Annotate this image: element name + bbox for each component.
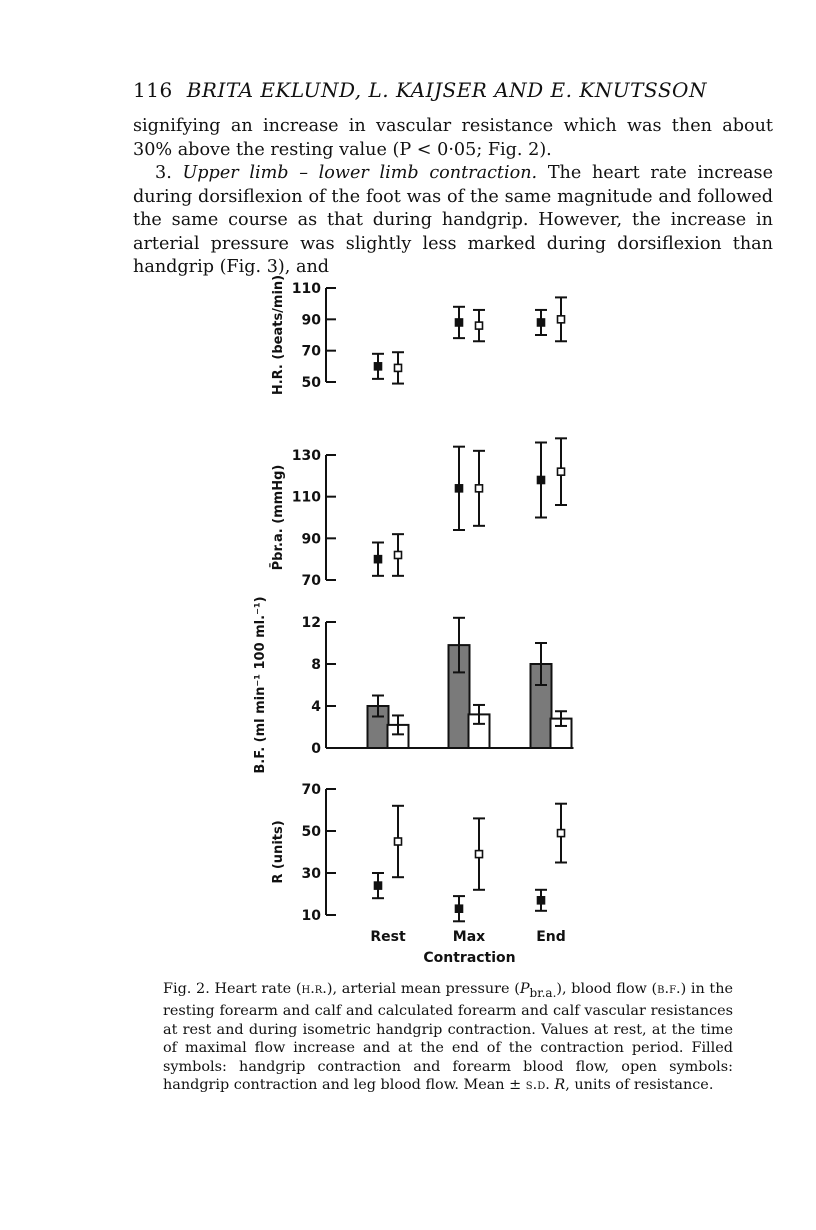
section-title: Upper limb – lower limb contraction.: [182, 163, 538, 183]
y-axis-label: P̄br.a. (mmHg): [271, 464, 286, 571]
y-tick-label: 12: [301, 615, 321, 631]
y-tick-label: 70: [301, 573, 321, 589]
point-filled: [375, 882, 382, 889]
point-filled: [456, 485, 463, 492]
y-tick-label: 90: [301, 312, 321, 329]
figure-2: [0, 275, 816, 975]
point-open: [395, 838, 402, 845]
paragraph-2-text: The heart rate increase during dorsiflexion of the foot was of the same magnitude and followed the same course as that during handgrip. However, the increase in arterial pressure was slightly less marked during dorsiflexion than handgrip (Fig. 3), and: [133, 163, 773, 277]
y-axis-label: H.R. (beats/min): [271, 275, 286, 396]
y-tick-label: 10: [301, 908, 321, 924]
paragraph-2: [133, 162, 773, 280]
y-tick-label: 70: [301, 343, 321, 360]
y-axis-label: R (units): [271, 820, 286, 884]
point-filled: [538, 897, 545, 904]
page-number: 116: [133, 78, 173, 102]
point-open: [558, 468, 565, 475]
x-tick-label: Rest: [370, 929, 406, 945]
point-open: [476, 485, 483, 492]
y-tick-label: 50: [301, 375, 321, 391]
point-open: [395, 364, 402, 371]
point-filled: [456, 905, 463, 912]
body-text: [133, 115, 773, 280]
y-tick-label: 130: [291, 448, 321, 464]
y-tick-label: 110: [291, 489, 321, 506]
point-filled: [375, 363, 382, 370]
point-filled: [538, 477, 545, 484]
point-open: [558, 316, 565, 323]
y-tick-label: 90: [301, 531, 321, 548]
y-axis-label: B.F. (ml min⁻¹ 100 ml.⁻¹): [253, 596, 268, 774]
paragraph-1: signifying an increase in vascular resistance which was then about 30% above the resting value (P < 0·05; Fig. 2).: [133, 116, 773, 160]
y-tick-label: 30: [301, 866, 321, 882]
running-title: BRITA EKLUND, L. KAIJSER AND E. KNUTSSON: [186, 78, 707, 102]
point-filled: [538, 319, 545, 326]
x-tick-label: End: [536, 929, 566, 945]
point-open: [395, 552, 402, 559]
y-tick-label: 110: [291, 281, 321, 297]
y-tick-label: 70: [301, 782, 321, 798]
point-open: [476, 322, 483, 329]
page-header: [133, 78, 707, 102]
x-tick-label: Max: [452, 929, 486, 945]
y-tick-label: 50: [301, 824, 321, 840]
point-filled: [375, 556, 382, 563]
figure-caption: Fig. 2. Heart rate (h.r.), arterial mean pressure $(P_{br.a.})$, blood flow (b.f.) in the resting forearm and calf and calculated forearm and calf vascular resistances at rest and during isometric handgrip contraction. Values at rest, at the time of maximal flow increase and at the end of the contraction period. Filled symbols: handgrip contraction and forearm blood flow, open symbols: handgrip contraction and leg blood flow. Mean ± s.d. R, units of resistance.: [163, 981, 733, 1093]
y-tick-label: 8: [311, 657, 321, 673]
section-number: 3.: [155, 163, 183, 183]
point-open: [476, 851, 483, 858]
x-axis-label: Contraction: [423, 950, 516, 966]
y-tick-label: 0: [311, 741, 321, 757]
y-tick-label: 4: [311, 699, 321, 715]
point-open: [558, 830, 565, 837]
point-filled: [456, 319, 463, 326]
